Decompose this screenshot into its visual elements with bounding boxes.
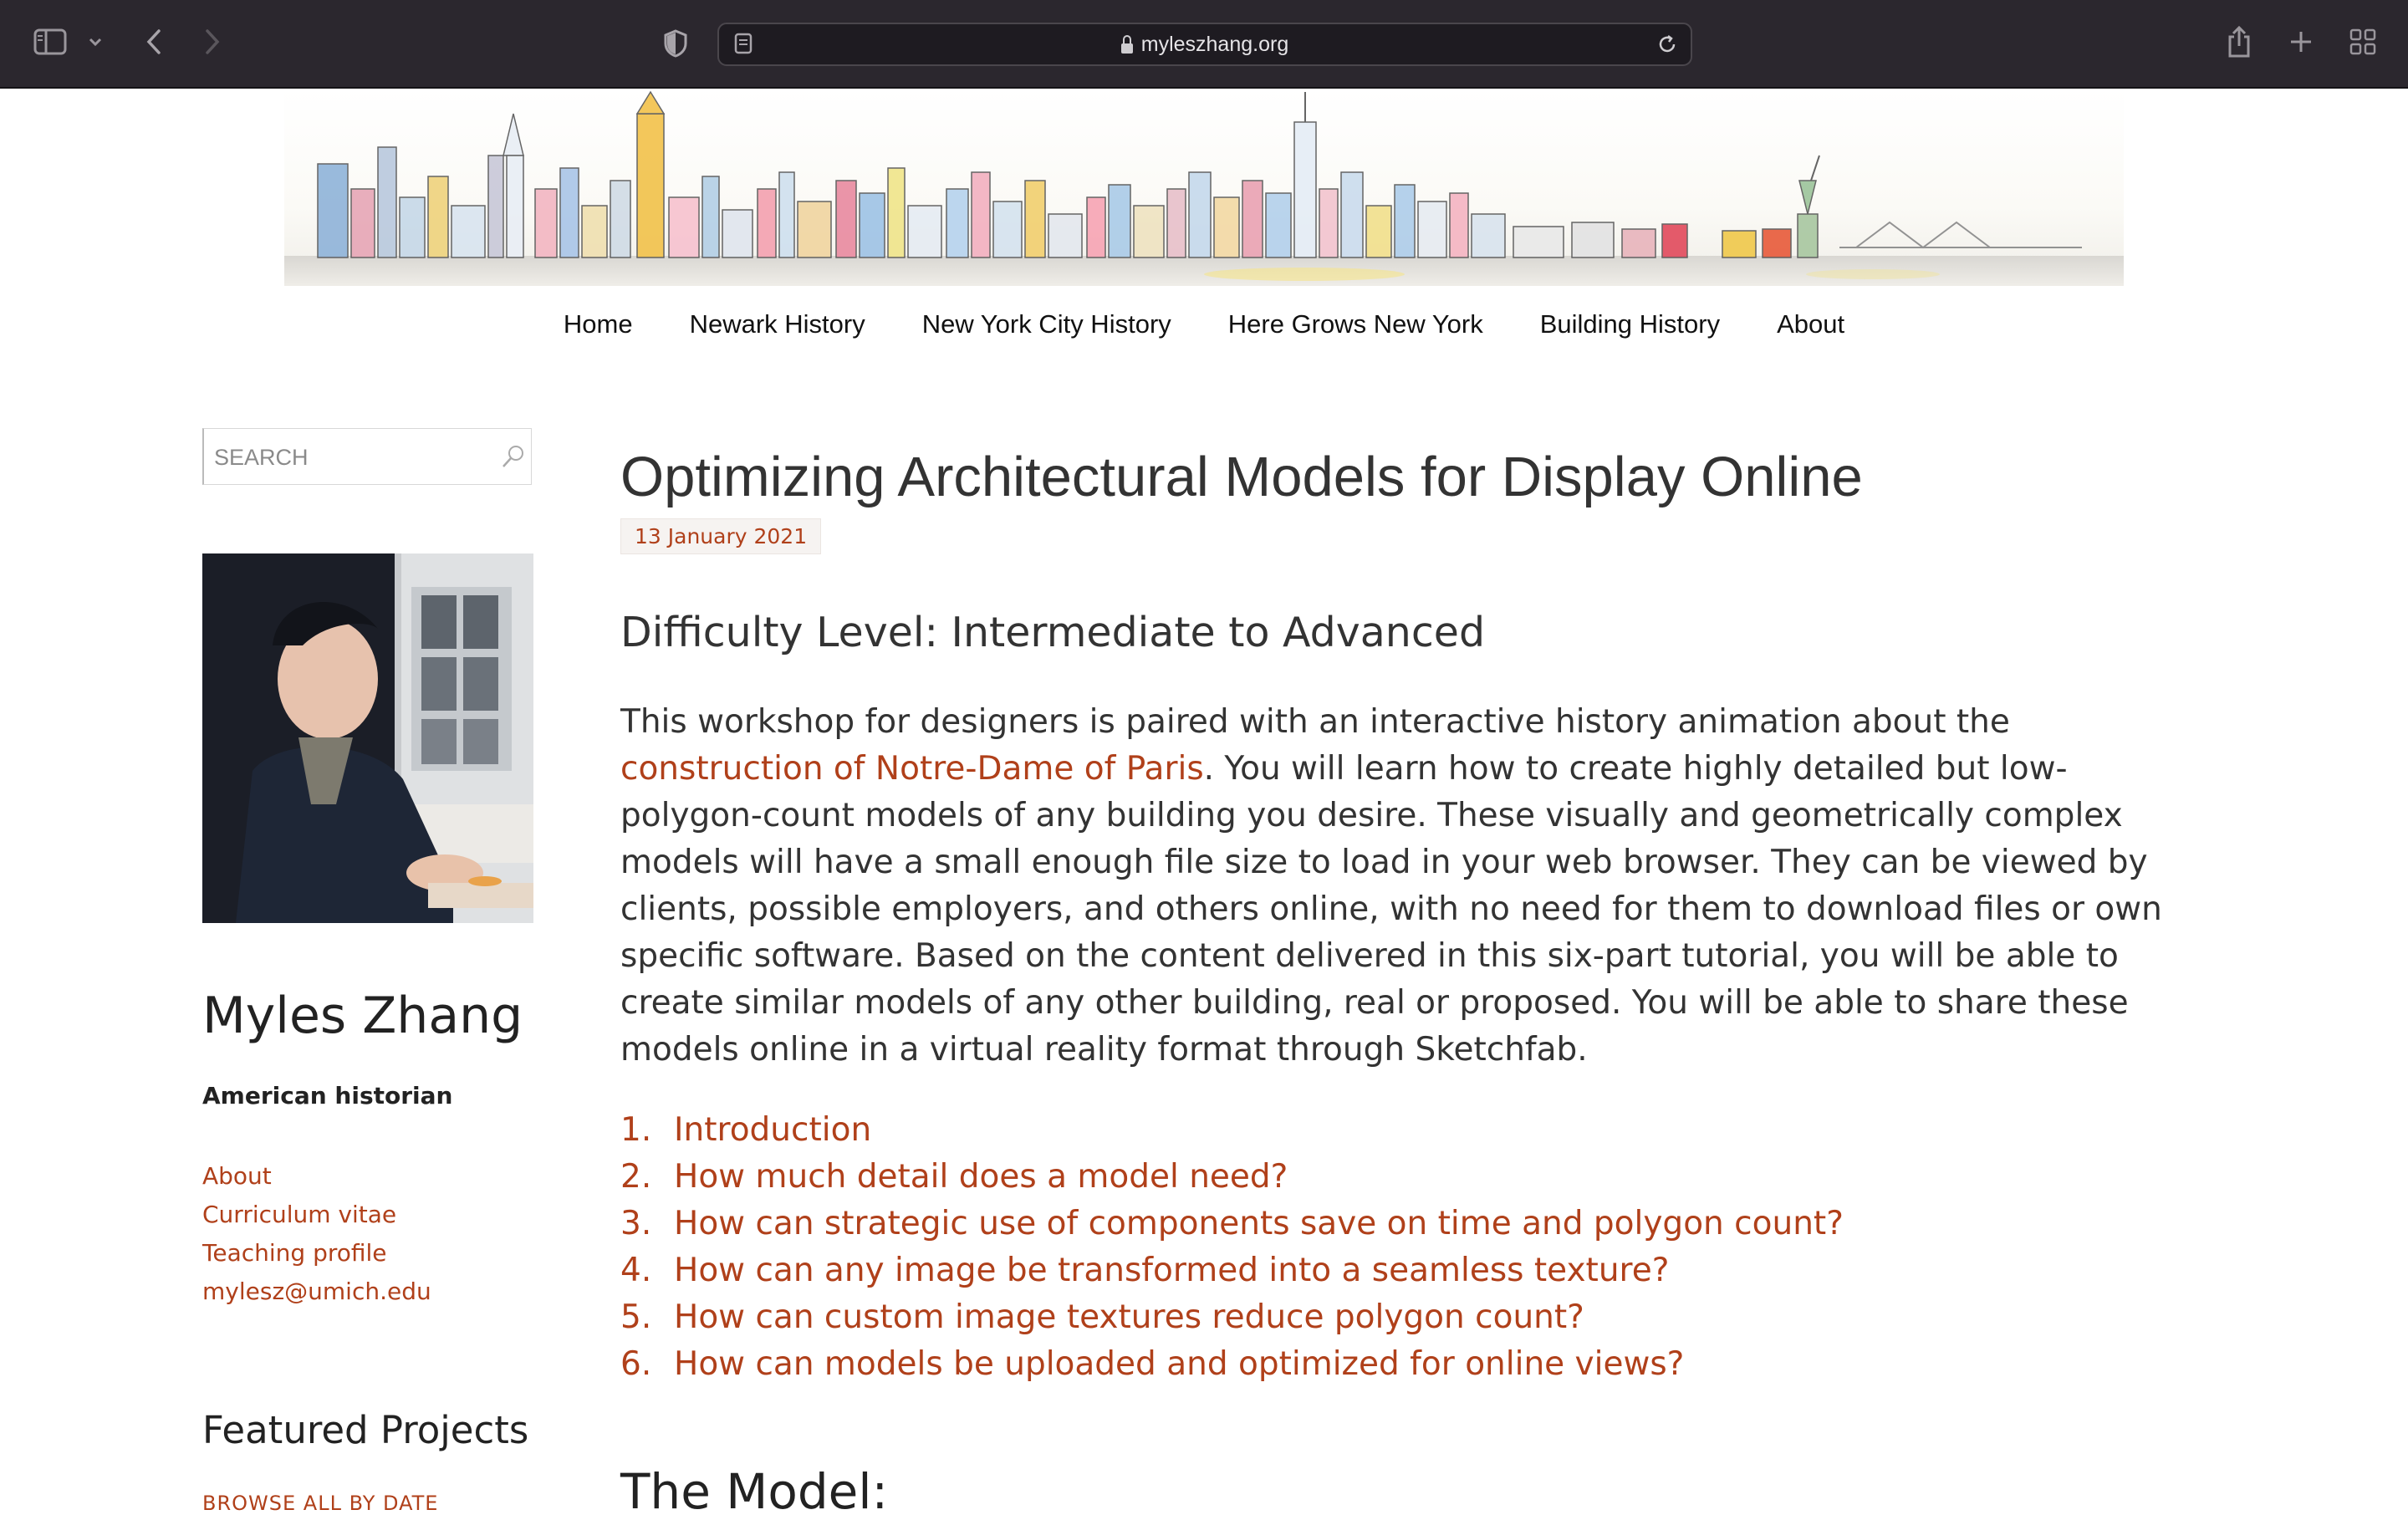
model-section-heading: The Model: [620,1463,888,1520]
sidebar-links [202,1157,431,1311]
share-icon[interactable] [2224,23,2254,60]
toc-number: 3. [620,1205,652,1242]
intro-text-after: . You will learn how to create highly detailed but low-polygon-count models of any building you desire. These visually and geometrically complex models will have a small enough file size to load in your web browser. They can be viewed by clients, possible employers, and others online, with no need for them to download files or own specific software. Based on the content delivered in this six-part tutorial, you will be able to create similar models of any other building, real or proposed. You will be able to share these models online in a virtual reality format through Sketchfab. [620,750,2162,1069]
address-bar[interactable] [717,23,1692,66]
article-title: Optimizing Architectural Models for Display Online [620,446,1863,508]
reload-icon[interactable] [1656,33,1679,56]
skyline-banner [284,89,2124,286]
nav-item-building-history[interactable]: Building History [1539,309,1721,339]
author-photo [202,553,533,923]
sidebar-toggle-icon[interactable] [32,25,69,59]
toc-item[interactable] [620,1294,1844,1341]
toc-item[interactable] [620,1247,1844,1294]
toc-link[interactable]: How can any image be transformed into a seamless texture? [674,1252,1670,1289]
sidebar-link-email[interactable]: mylesz@umich.edu [202,1278,431,1305]
skyline-illustration [284,89,2124,286]
search-input[interactable] [212,437,483,477]
toc-item[interactable] [620,1201,1844,1247]
toc-number: 1. [620,1111,652,1149]
sidebar-link-cv[interactable]: Curriculum vitae [202,1201,397,1228]
url-text-container [719,24,1691,64]
intro-text-before: This workshop for designers is paired with an interactive history animation about the [620,703,2010,741]
nav-item-newark-history[interactable]: Newark History [689,309,865,339]
toc-item[interactable] [620,1107,1844,1154]
featured-projects-heading: Featured Projects [202,1408,529,1452]
toc-link[interactable]: How can models be uploaded and optimized for online views? [674,1345,1685,1383]
main-nav [0,309,2408,339]
tab-overview-icon[interactable] [2348,27,2378,57]
tutorial-contents-list [620,1107,1844,1388]
url-text: myleszhang.org [1140,32,1289,56]
search-icon[interactable] [501,444,519,462]
forward-icon[interactable] [197,25,227,59]
new-tab-icon[interactable] [2286,27,2316,57]
author-name: Myles Zhang [202,987,523,1045]
toc-item[interactable] [620,1154,1844,1201]
toc-number: 5. [620,1298,652,1336]
toc-item[interactable] [620,1341,1844,1388]
nav-item-about[interactable]: About [1777,309,1845,339]
browse-all-link[interactable]: BROWSE ALL BY DATE [202,1492,439,1515]
toc-number: 2. [620,1158,652,1196]
toc-link[interactable]: Introduction [674,1111,872,1149]
notre-dame-link[interactable]: construction of Notre-Dame of Paris [620,750,1204,788]
nav-item-nyc-history[interactable]: New York City History [921,309,1171,339]
privacy-shield-icon[interactable] [661,27,691,60]
chevron-down-icon[interactable] [85,32,105,52]
toc-link[interactable]: How much detail does a model need? [674,1158,1288,1196]
article-date[interactable]: 13 January 2021 [620,518,821,554]
lock-icon [1121,43,1133,54]
toc-number: 4. [620,1252,652,1289]
nav-item-here-grows-new-york[interactable]: Here Grows New York [1227,309,1483,339]
sidebar-link-teaching[interactable]: Teaching profile [202,1239,387,1267]
toc-number: 6. [620,1345,652,1383]
author-subtitle: American historian [202,1082,453,1109]
back-icon[interactable] [139,25,169,59]
difficulty-heading: Difficulty Level: Intermediate to Advanced [620,609,1486,656]
intro-paragraph [620,699,2192,1074]
toc-link[interactable]: How can custom image textures reduce polygon count? [674,1298,1584,1336]
browser-toolbar [0,0,2408,89]
toc-link[interactable]: How can strategic use of components save on time and polygon count? [674,1205,1844,1242]
sidebar-link-about[interactable]: About [202,1162,272,1190]
nav-item-home[interactable]: Home [563,309,633,339]
search-box [202,428,532,485]
